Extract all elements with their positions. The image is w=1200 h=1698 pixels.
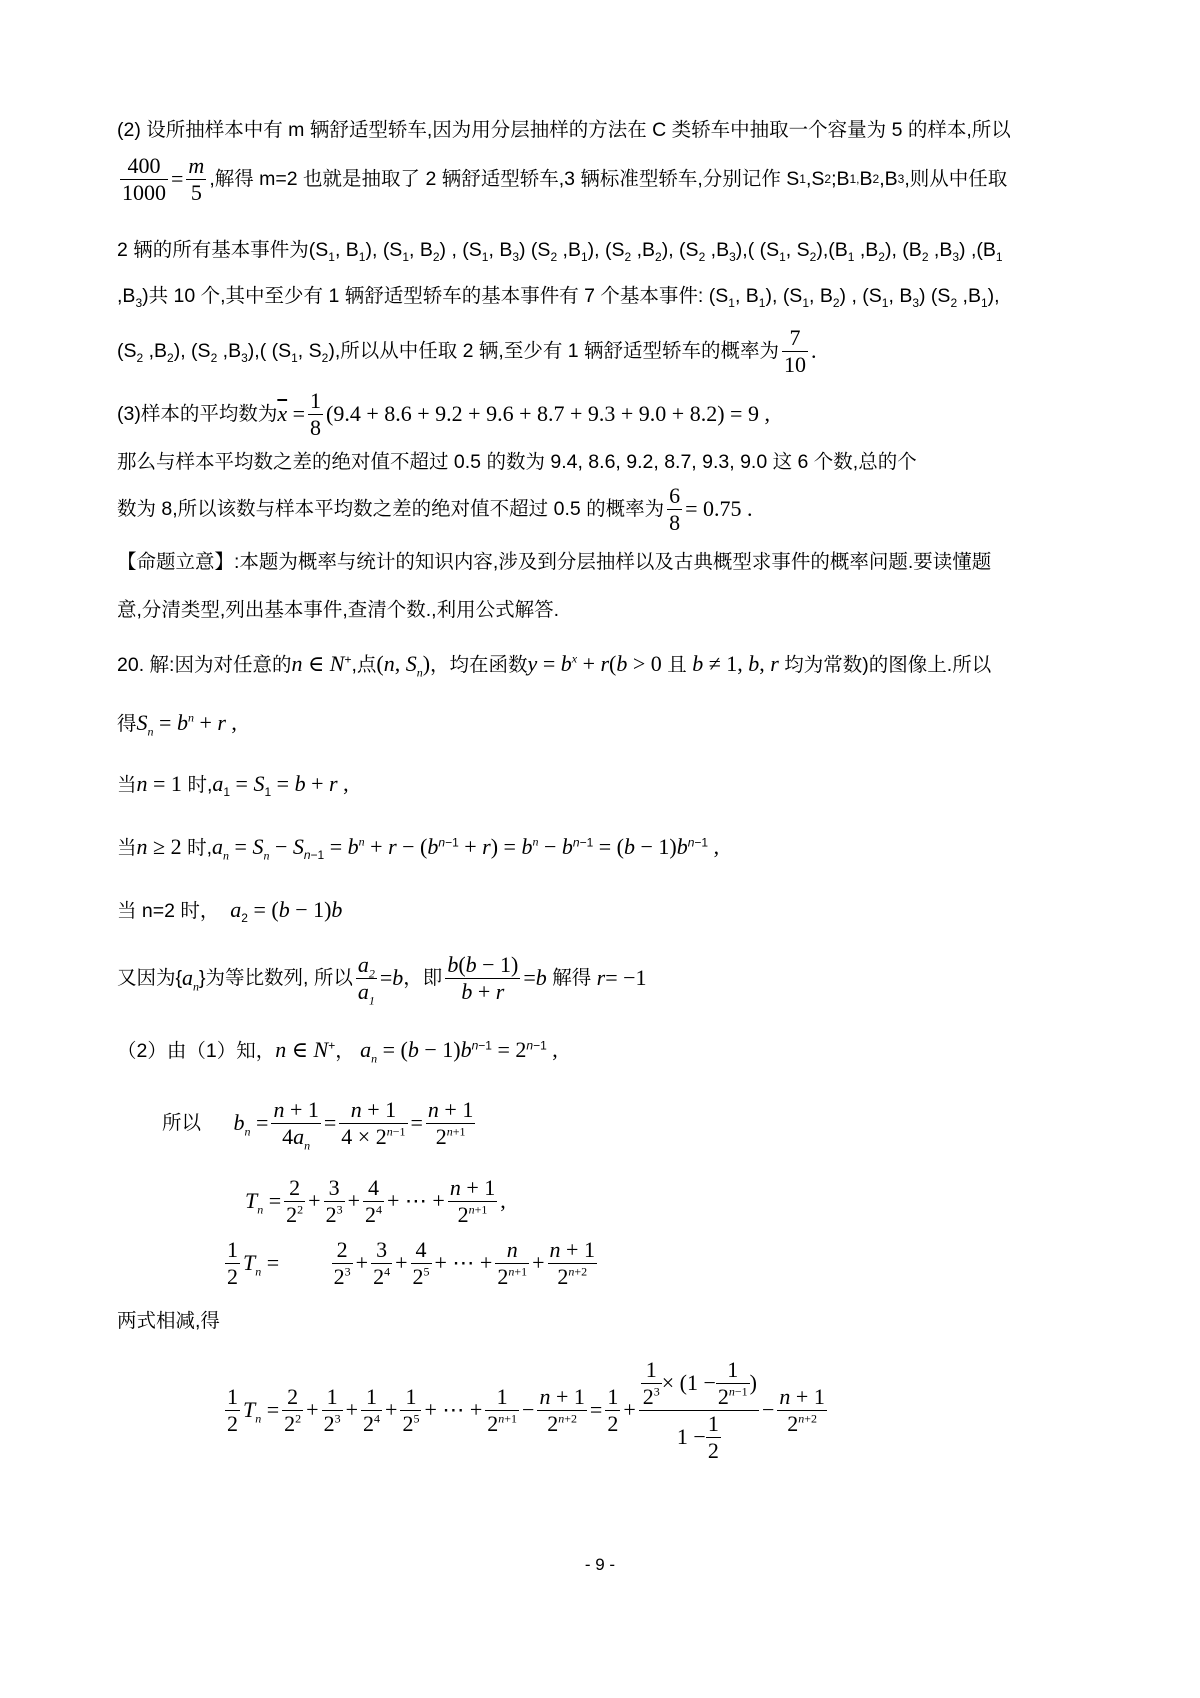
p3-line3: 数为 8,所以该数与样本平均数之差的绝对值不超过 0.5 的概率为 $\frac{6}{8}$ = 0.75 .: [117, 482, 753, 535]
p3-line1: (3)样本的平均数为 $\overline{x}$ = $\frac{1}{8}$ (9.4 + 8.6 + 9.2 + 9.6 + 8.7 + 9.3 + 9.0 + 8.2) = 9 ,: [117, 387, 770, 440]
fraction-400-1000: $\frac{400}{1000}$: [122, 152, 166, 205]
half-tn-formula: $\frac{1}{2}$ $T_n$ = $\frac{2}{2^3}$ + $\frac{3}{2^4}$ + $\frac{4}{2^5}$ + ⋯ + $\frac{n}{2^{n+1}}$ + $\frac{n + 1}{2^{n+2}}$: [227, 1236, 595, 1289]
q20-case1: 当n = 1 时$,a_1 = S_1 = b + r$ ,: [117, 771, 349, 799]
p2-line3: 2 辆的所有基本事件为($S_1$, $B_1$), ($S_1$, $B_2$) , ($S_1$, $B_3$) ($S_2$ $,B_1$), ($S_2$ $,B_2$), ($S_2$ $,B_3$),( ($S_1$, $S_2),(B_1$ $,B_2$), ($B_2$ $,B_3$) $,(B_1$: [117, 239, 1003, 264]
fraction-7-10: $\frac{7}{10}$: [784, 324, 807, 377]
p3-line2: 那么与样本平均数之差的绝对值不超过 0.5 的数为 9.4, 8.6, 9.2, 8.7, 9.3, 9.0 这 6 个数,总的个: [117, 451, 917, 473]
bn-formula: 所以 $b_n$ = $\frac{n + 1}{4a_n}$ = $\frac{n + 1}{4 \times 2^{n-1}}$ = $\frac{n + 1}{2^{n+1}}$: [162, 1096, 474, 1152]
intent-line2: 意,分清类型,列出基本事件,查清个数.,利用公式解答.: [117, 599, 560, 621]
q20-part2: （2）由（1）知，n ∈ N+， $a_n = (b - 1)b^{n-1} = 2^{n-1}$ ,: [117, 1037, 558, 1066]
p2-line2: $\frac{400}{1000}$ = $\frac{m}{5}$ ,解得 m=2 也就是抽取了 2 辆舒适型轿车,3 辆标准型轿车,分别记作 S 1 ,S 2 ;B 1, B 2 ,B 3 , 则从中任取: [122, 152, 1008, 205]
p2-line5: ($S_2$ $,B_2$), ($S_2$ $,B_3$),( ($S_1$, $S_2$),所以从中任取 2 辆,至少有 1 辆舒适型轿车的概率为 $\frac{7}{10}$ .: [117, 324, 817, 377]
tn-formula: $T_n$ = $\frac{2}{2^2}$ + $\frac{3}{2^3}$ + $\frac{4}{2^4}$ + ⋯ + $\frac{n + 1}{2^{n+1}}$ ,: [245, 1174, 506, 1227]
q20-case3: 当 n=2 时， $a_2 = (b - 1)b$: [117, 897, 343, 925]
q20-line2: 得$S_n = b^n + r$ ,: [117, 710, 237, 739]
fraction-6-8: $\frac{6}{8}$: [669, 482, 681, 535]
subtraction-formula: $\frac{1}{2}$ $T_n$ = $\frac{2}{2^2}$ + $\frac{1}{2^3}$ + $\frac{1}{2^4}$ + $\frac{1}{2^5}$ + ⋯ + $\frac{1}{2^{n+1}}$ − $\frac{n + 1}{2^{n+2}}$ = $\frac{1}{2}$ + $\frac{1}{2^3}$ × (1 − $\frac{1}{2^{n-1}}$ ) 1 − $\frac{1}{2}$ − $\frac{n + 1}{2^{n+2}}$: [227, 1356, 825, 1463]
intent-line1: 【命题立意】:本题为概率与统计的知识内容,涉及到分层抽样以及古典概型求事件的概率问题.要读懂题: [117, 551, 992, 573]
p2-line1: (2) 设所抽样本中有 m 辆舒适型轿车,因为用分层抽样的方法在 C 类轿车中抽取一个容量为 5 的样本,所以: [117, 119, 1011, 141]
q20-line1: 20. 解:因为对任意的n ∈ N+,点(n, $S_n$)，均在函数$y = b^x + r(b > 0$ 且 b ≠ 1, b, r 均为常数)的图像上.所以: [117, 651, 992, 680]
p2-line4: $,B_3$)共 10 个,其中至少有 1 辆舒适型轿车的基本事件有 7 个基本事件: ($S_1$, $B_1$), ($S_1$, $B_2$) , ($S_1$, $B_3$) ($S_2$ $,B_1$),: [117, 285, 1000, 310]
subtract-label: 两式相减,得: [117, 1310, 220, 1332]
fraction-m-5: $\frac{m}{5}$: [188, 152, 205, 205]
page-number: - 9 -: [584, 1555, 616, 1574]
q20-case2: 当n ≥ 2 时$,a_n = S_n - S_{n-1} = b^n + r - (b^{n-1} + r) = b^n - b^{n-1} = (b - 1)b^{n-1}$ ,: [117, 834, 720, 863]
compound-fraction: $\frac{1}{2^3}$ × (1 − $\frac{1}{2^{n-1}}$ ) 1 − $\frac{1}{2}$: [639, 1357, 759, 1464]
q20-geometric: 又因为{ $a_n$ }为等比数列, 所以 $\frac{a_2}{a_1}$ = b ，即 $\frac{b(b - 1)}{b + r}$ = b 解得 r = −1: [117, 951, 647, 1007]
